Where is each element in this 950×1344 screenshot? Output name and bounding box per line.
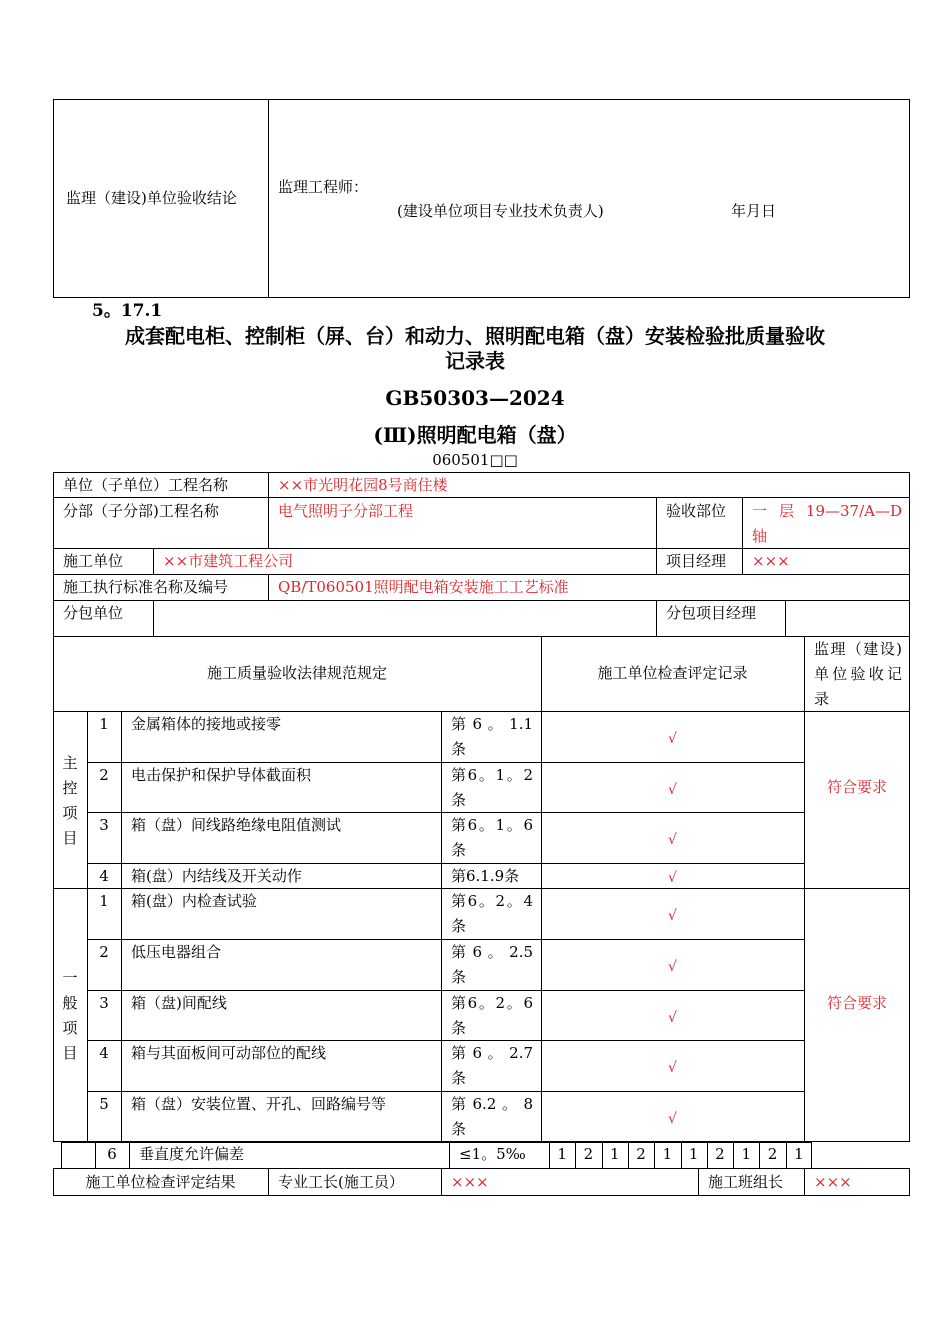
standard-code: GB50303—2024 [385,386,565,410]
item-clause: 第6。1。6条 [451,816,533,859]
item-clause: 第 6 。 2.5条 [451,943,533,986]
item-clause: 第 6.2 。 8条 [451,1095,533,1138]
item-name: 箱(盘）内结线及开关动作 [131,867,302,885]
item-number: 2 [99,943,109,961]
unit-name-label: 单位（子单位）工程名称 [63,476,229,494]
subunit-name-label: 分部（子分部)工程名称 [63,502,219,520]
page-title-line2: 记录表 [445,349,505,373]
item-clause: 第6。1。2条 [451,766,533,809]
supervision-header: 监理（建设)单位验收记录 [814,640,902,708]
check-mark: √ [668,1059,677,1076]
foreman-label: 专业工长(施工员） [278,1173,404,1191]
contractor-value: ××市建筑工程公司 [163,552,294,570]
item-number: 2 [99,766,109,784]
item-number: 4 [99,1044,109,1062]
deviation-no: 6 [107,1145,117,1163]
deviation-value: 2 [715,1145,725,1163]
result-label: 施工单位检查评定结果 [85,1173,236,1191]
foreman-value: ××× [451,1173,489,1191]
owner-rep-label: (建设单位项目专业技术负责人) [397,202,604,220]
item-number: 3 [99,994,109,1012]
deviation-value: 1 [609,1145,620,1163]
acceptance-part-value: 一 层 19—37/A—D轴 [752,502,902,545]
acceptance-part-label: 验收部位 [666,502,727,520]
item-name: 箱（盘)间配线 [131,994,227,1012]
item-name: 低压电器组合 [131,943,222,961]
deviation-value: 2 [583,1145,594,1163]
date-label: 年月日 [731,202,777,220]
item-clause: 第6。2。4条 [451,892,533,935]
page-title: 成套配电柜、控制柜（屏、台）和动力、照明配电箱（盘）安装检验批质量验收 [125,324,825,348]
sub-project-manager-label: 分包项目经理 [666,604,757,622]
spec-header: 施工质量验收法律规范规定 [206,664,387,682]
check-mark: √ [668,870,677,886]
deviation-value: 2 [636,1145,646,1163]
team-leader-label: 施工班组长 [708,1173,784,1191]
item-number: 5 [99,1095,109,1113]
general-group-label: 一般项目 [62,969,78,1062]
item-name: 金属箱体的接地或接零 [131,715,282,733]
item-name: 箱（盘）安装位置、开孔、回路编号等 [131,1095,387,1113]
check-mark: √ [668,1009,677,1026]
check-mark: √ [668,781,677,798]
item-name: 箱与其面板间可动部位的配线 [131,1044,327,1062]
deviation-value: 1 [794,1145,804,1163]
standard-label: 施工执行标准名称及编号 [63,578,229,596]
item-clause: 第 6 。 1.1条 [451,715,533,758]
team-leader-value: ××× [814,1173,852,1191]
deviation-value: 1 [741,1145,752,1163]
item-number: 4 [99,867,109,885]
check-mark: √ [668,958,677,975]
deviation-name: 垂直度允许偏差 [139,1145,245,1163]
check-mark: √ [668,1110,677,1127]
deviation-limit: ≤1。5‰ [459,1145,526,1163]
general-result: 符合要求 [826,994,887,1012]
subtitle: (Ⅲ)照明配电箱（盘） [373,423,577,447]
subunit-name-value: 电气照明子分部工程 [278,502,414,520]
unit-name-value: ××市光明花园8号商住楼 [278,476,448,494]
divider [268,99,269,298]
supervision-conclusion-label: 监理（建设)单位验收结论 [66,189,237,207]
item-number: 1 [99,715,109,733]
check-mark: √ [668,907,677,924]
engineer-label: 监理工程师： [278,178,369,196]
project-manager-value: ××× [752,552,790,570]
check-mark: √ [668,730,677,747]
check-mark: √ [668,831,677,848]
item-name: 箱（盘）间线路绝缘电阻值测试 [131,816,342,834]
item-number: 3 [99,816,109,834]
main-control-group-label: 主控项目 [62,754,78,847]
deviation-value: 1 [557,1145,567,1163]
check-header: 施工单位检查评定记录 [597,664,748,682]
item-number: 1 [99,892,109,910]
standard-value: QB/T060501照明配电箱安装施工工艺标准 [278,578,569,596]
subcontractor-label: 分包单位 [63,604,124,622]
contractor-label: 施工单位 [63,552,124,570]
item-name: 电击保护和保护导体截面积 [131,766,312,784]
project-manager-label: 项目经理 [666,552,727,570]
item-clause: 第 6 。 2.7条 [451,1044,533,1087]
section-number: 5。17.1 [92,301,163,321]
main-control-result: 符合要求 [826,778,887,796]
deviation-value: 1 [662,1145,673,1163]
item-clause: 第6.1.9条 [451,867,520,885]
item-name: 箱(盘）内检查试验 [131,892,257,910]
deviation-value: 2 [767,1145,778,1163]
deviation-value: 1 [688,1145,699,1163]
form-code: 060501□□ [432,451,518,469]
item-clause: 第6。2。6条 [451,994,533,1037]
